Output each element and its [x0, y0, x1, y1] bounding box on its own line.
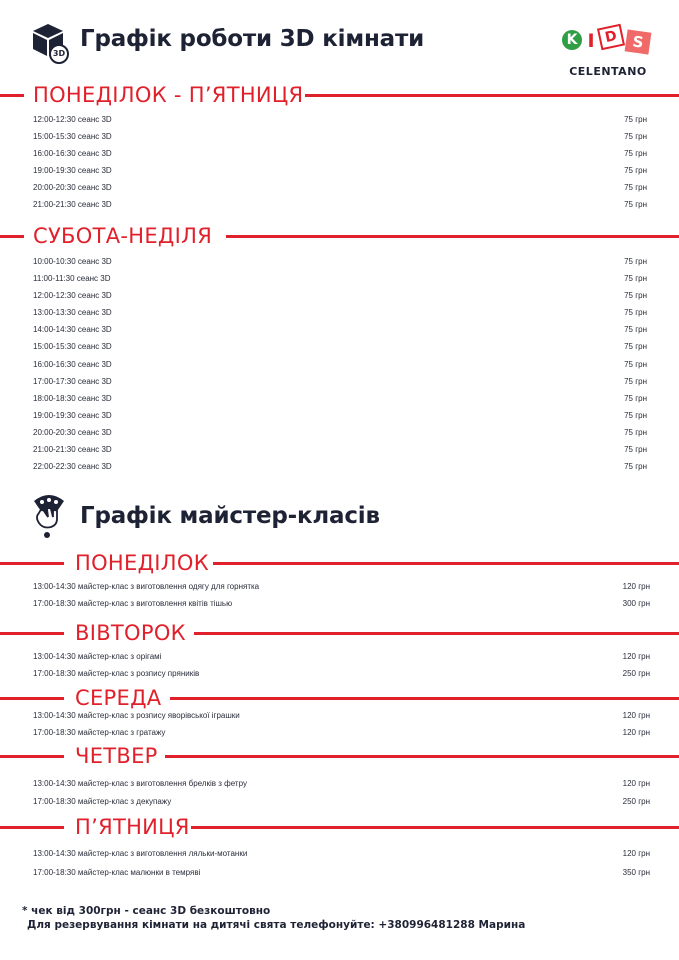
schedule-row [33, 445, 647, 459]
schedule-row [33, 274, 647, 288]
schedule-row [33, 291, 647, 305]
row-price: 75 грн [624, 360, 647, 369]
row-text: 17:00-18:30 майстер-клас з декупажу [33, 797, 172, 806]
row-price: 120 грн [622, 849, 650, 858]
row-text: 13:00-14:30 майстер-клас з орігамі [33, 652, 162, 661]
row-text: 17:00-18:30 майстер-клас малюнки в темряві [33, 868, 201, 877]
schedule-row [33, 779, 650, 793]
schedule-row [33, 308, 647, 322]
row-price: 75 грн [624, 166, 647, 175]
section-mc-monday-banner [0, 549, 679, 577]
row-text: 10:00-10:30 сеанс 3D [33, 257, 112, 266]
row-price: 350 грн [622, 868, 650, 877]
banner-rule-right [191, 826, 679, 829]
section-mc-friday-title: П’ЯТНИЦЯ [75, 815, 190, 839]
row-text: 16:00-16:30 сеанс 3D [33, 149, 112, 158]
row-text: 17:00-18:30 майстер-клас з розпису пряників [33, 669, 200, 678]
row-text: 13:00-14:30 майстер-клас з виготовлення одягу для горнятка [33, 582, 260, 591]
schedule-row [33, 652, 650, 666]
schedule-row [33, 728, 650, 742]
row-price: 120 грн [622, 779, 650, 788]
banner-rule-right [165, 755, 679, 758]
schedule-row [33, 183, 647, 197]
row-text: 17:00-17:30 сеанс 3D [33, 377, 112, 386]
masterclass-title: Графік майстер-класів [80, 503, 380, 529]
row-price: 75 грн [624, 257, 647, 266]
logo-brand-name: CELENTANO [569, 65, 647, 78]
row-price: 250 грн [622, 669, 650, 678]
footer-note: * чек від 300грн - сеанс 3D безкоштовно [22, 905, 271, 917]
row-price: 75 грн [624, 274, 647, 283]
banner-rule-right [213, 562, 679, 565]
banner-rule-left [0, 235, 24, 238]
banner-rule-right [170, 697, 679, 700]
section-mc-monday-title: ПОНЕДІЛОК [75, 551, 209, 575]
banner-rule-right [226, 235, 679, 238]
banner-rule-right [305, 94, 679, 97]
kids-celentano-logo [558, 26, 658, 80]
schedule-row [33, 149, 647, 163]
schedule-row [33, 200, 647, 214]
section-3d-weekdays-banner [0, 81, 679, 109]
row-text: 20:00-20:30 сеанс 3D [33, 183, 112, 192]
row-text: 13:00-14:30 майстер-клас з розпису яворівської іграшки [33, 711, 240, 720]
schedule-row [33, 360, 647, 374]
row-price: 75 грн [624, 115, 647, 124]
section-mc-wednesday-banner [0, 684, 679, 712]
row-text: 13:00-13:30 сеанс 3D [33, 308, 112, 317]
row-price: 75 грн [624, 149, 647, 158]
schedule-row [33, 711, 650, 725]
banner-rule-right [194, 632, 679, 635]
banner-rule-left [0, 94, 24, 97]
row-price: 75 грн [624, 394, 647, 403]
row-text: 14:00-14:30 сеанс 3D [33, 325, 112, 334]
row-price: 75 грн [624, 308, 647, 317]
palette-hand-icon [31, 493, 67, 539]
row-text: 13:00-14:30 майстер-клас з виготовлення брелків з фетру [33, 779, 247, 788]
schedule-row [33, 849, 650, 863]
banner-rule-left [0, 697, 64, 700]
schedule-row [33, 325, 647, 339]
row-text: 12:00-12:30 сеанс 3D [33, 291, 112, 300]
schedule-row [33, 868, 650, 882]
kids-letter-i: I [587, 30, 595, 52]
banner-rule-left [0, 826, 64, 829]
section-3d-weekdays-title: ПОНЕДІЛОК - П’ЯТНИЦЯ [33, 83, 304, 107]
row-text: 16:00-16:30 сеанс 3D [33, 360, 112, 369]
row-text: 17:00-18:30 майстер-клас з гратажу [33, 728, 166, 737]
row-text: 21:00-21:30 сеанс 3D [33, 200, 112, 209]
kids-letter-k: K [562, 30, 582, 50]
row-text: 15:00-15:30 сеанс 3D [33, 342, 112, 351]
row-price: 75 грн [624, 183, 647, 192]
footer-contact: Для резервування кімнати на дитячі свята телефонуйте: +380996481288 Марина [27, 919, 526, 931]
row-text: 11:00-11:30 сеанс 3D [33, 274, 111, 283]
row-price: 75 грн [624, 377, 647, 386]
row-price: 120 грн [622, 582, 650, 591]
section-3d-weekend-banner [0, 222, 679, 250]
row-text: 15:00-15:30 сеанс 3D [33, 132, 112, 141]
kids-letter-d: D [597, 24, 625, 51]
section-mc-thursday-title: ЧЕТВЕР [75, 744, 158, 768]
row-text: 13:00-14:30 майстер-клас з виготовлення ляльки-мотанки [33, 849, 248, 858]
banner-rule-left [0, 632, 64, 635]
row-price: 75 грн [624, 132, 647, 141]
row-price: 75 грн [624, 342, 647, 351]
schedule-row [33, 411, 647, 425]
row-text: 22:00-22:30 сеанс 3D [33, 462, 112, 471]
row-price: 250 грн [622, 797, 650, 806]
schedule-row [33, 342, 647, 356]
row-text: 19:00-19:30 сеанс 3D [33, 166, 112, 175]
row-text: 19:00-19:30 сеанс 3D [33, 411, 112, 420]
section-mc-tuesday-title: ВІВТОРОК [75, 621, 186, 645]
schedule-row [33, 377, 647, 391]
row-text: 20:00-20:30 сеанс 3D [33, 428, 112, 437]
row-text: 21:00-21:30 сеанс 3D [33, 445, 112, 454]
page-title: Графік роботи 3D кімнати [80, 26, 424, 52]
schedule-row [33, 462, 647, 476]
cube-3d-icon [31, 22, 71, 64]
row-price: 75 грн [624, 291, 647, 300]
schedule-row [33, 132, 647, 146]
section-mc-wednesday-title: СЕРЕДА [75, 686, 162, 710]
schedule-row [33, 599, 650, 613]
kids-letter-s: S [625, 29, 652, 54]
row-text: 18:00-18:30 сеанс 3D [33, 394, 112, 403]
section-mc-friday-banner [0, 813, 679, 841]
schedule-row [33, 669, 650, 683]
schedule-row [33, 257, 647, 271]
section-mc-thursday-banner [0, 742, 679, 770]
banner-rule-left [0, 755, 64, 758]
schedule-row [33, 428, 647, 442]
row-price: 75 грн [624, 200, 647, 209]
row-text: 17:00-18:30 майстер-клас з виготовлення квітів тішью [33, 599, 233, 608]
section-mc-tuesday-banner [0, 619, 679, 647]
row-price: 120 грн [622, 652, 650, 661]
schedule-row [33, 166, 647, 180]
schedule-row [33, 582, 650, 596]
row-price: 75 грн [624, 428, 647, 437]
schedule-row [33, 115, 647, 129]
row-price: 120 грн [622, 711, 650, 720]
cube-3d-label: 3D [52, 49, 66, 58]
row-price: 75 грн [624, 445, 647, 454]
schedule-row [33, 797, 650, 811]
section-3d-weekend-title: СУБОТА-НЕДІЛЯ [33, 224, 213, 248]
banner-rule-left [0, 562, 64, 565]
row-text: 12:00-12:30 сеанс 3D [33, 115, 112, 124]
row-price: 75 грн [624, 462, 647, 471]
schedule-row [33, 394, 647, 408]
row-price: 75 грн [624, 411, 647, 420]
row-price: 300 грн [622, 599, 650, 608]
row-price: 75 грн [624, 325, 647, 334]
row-price: 120 грн [622, 728, 650, 737]
